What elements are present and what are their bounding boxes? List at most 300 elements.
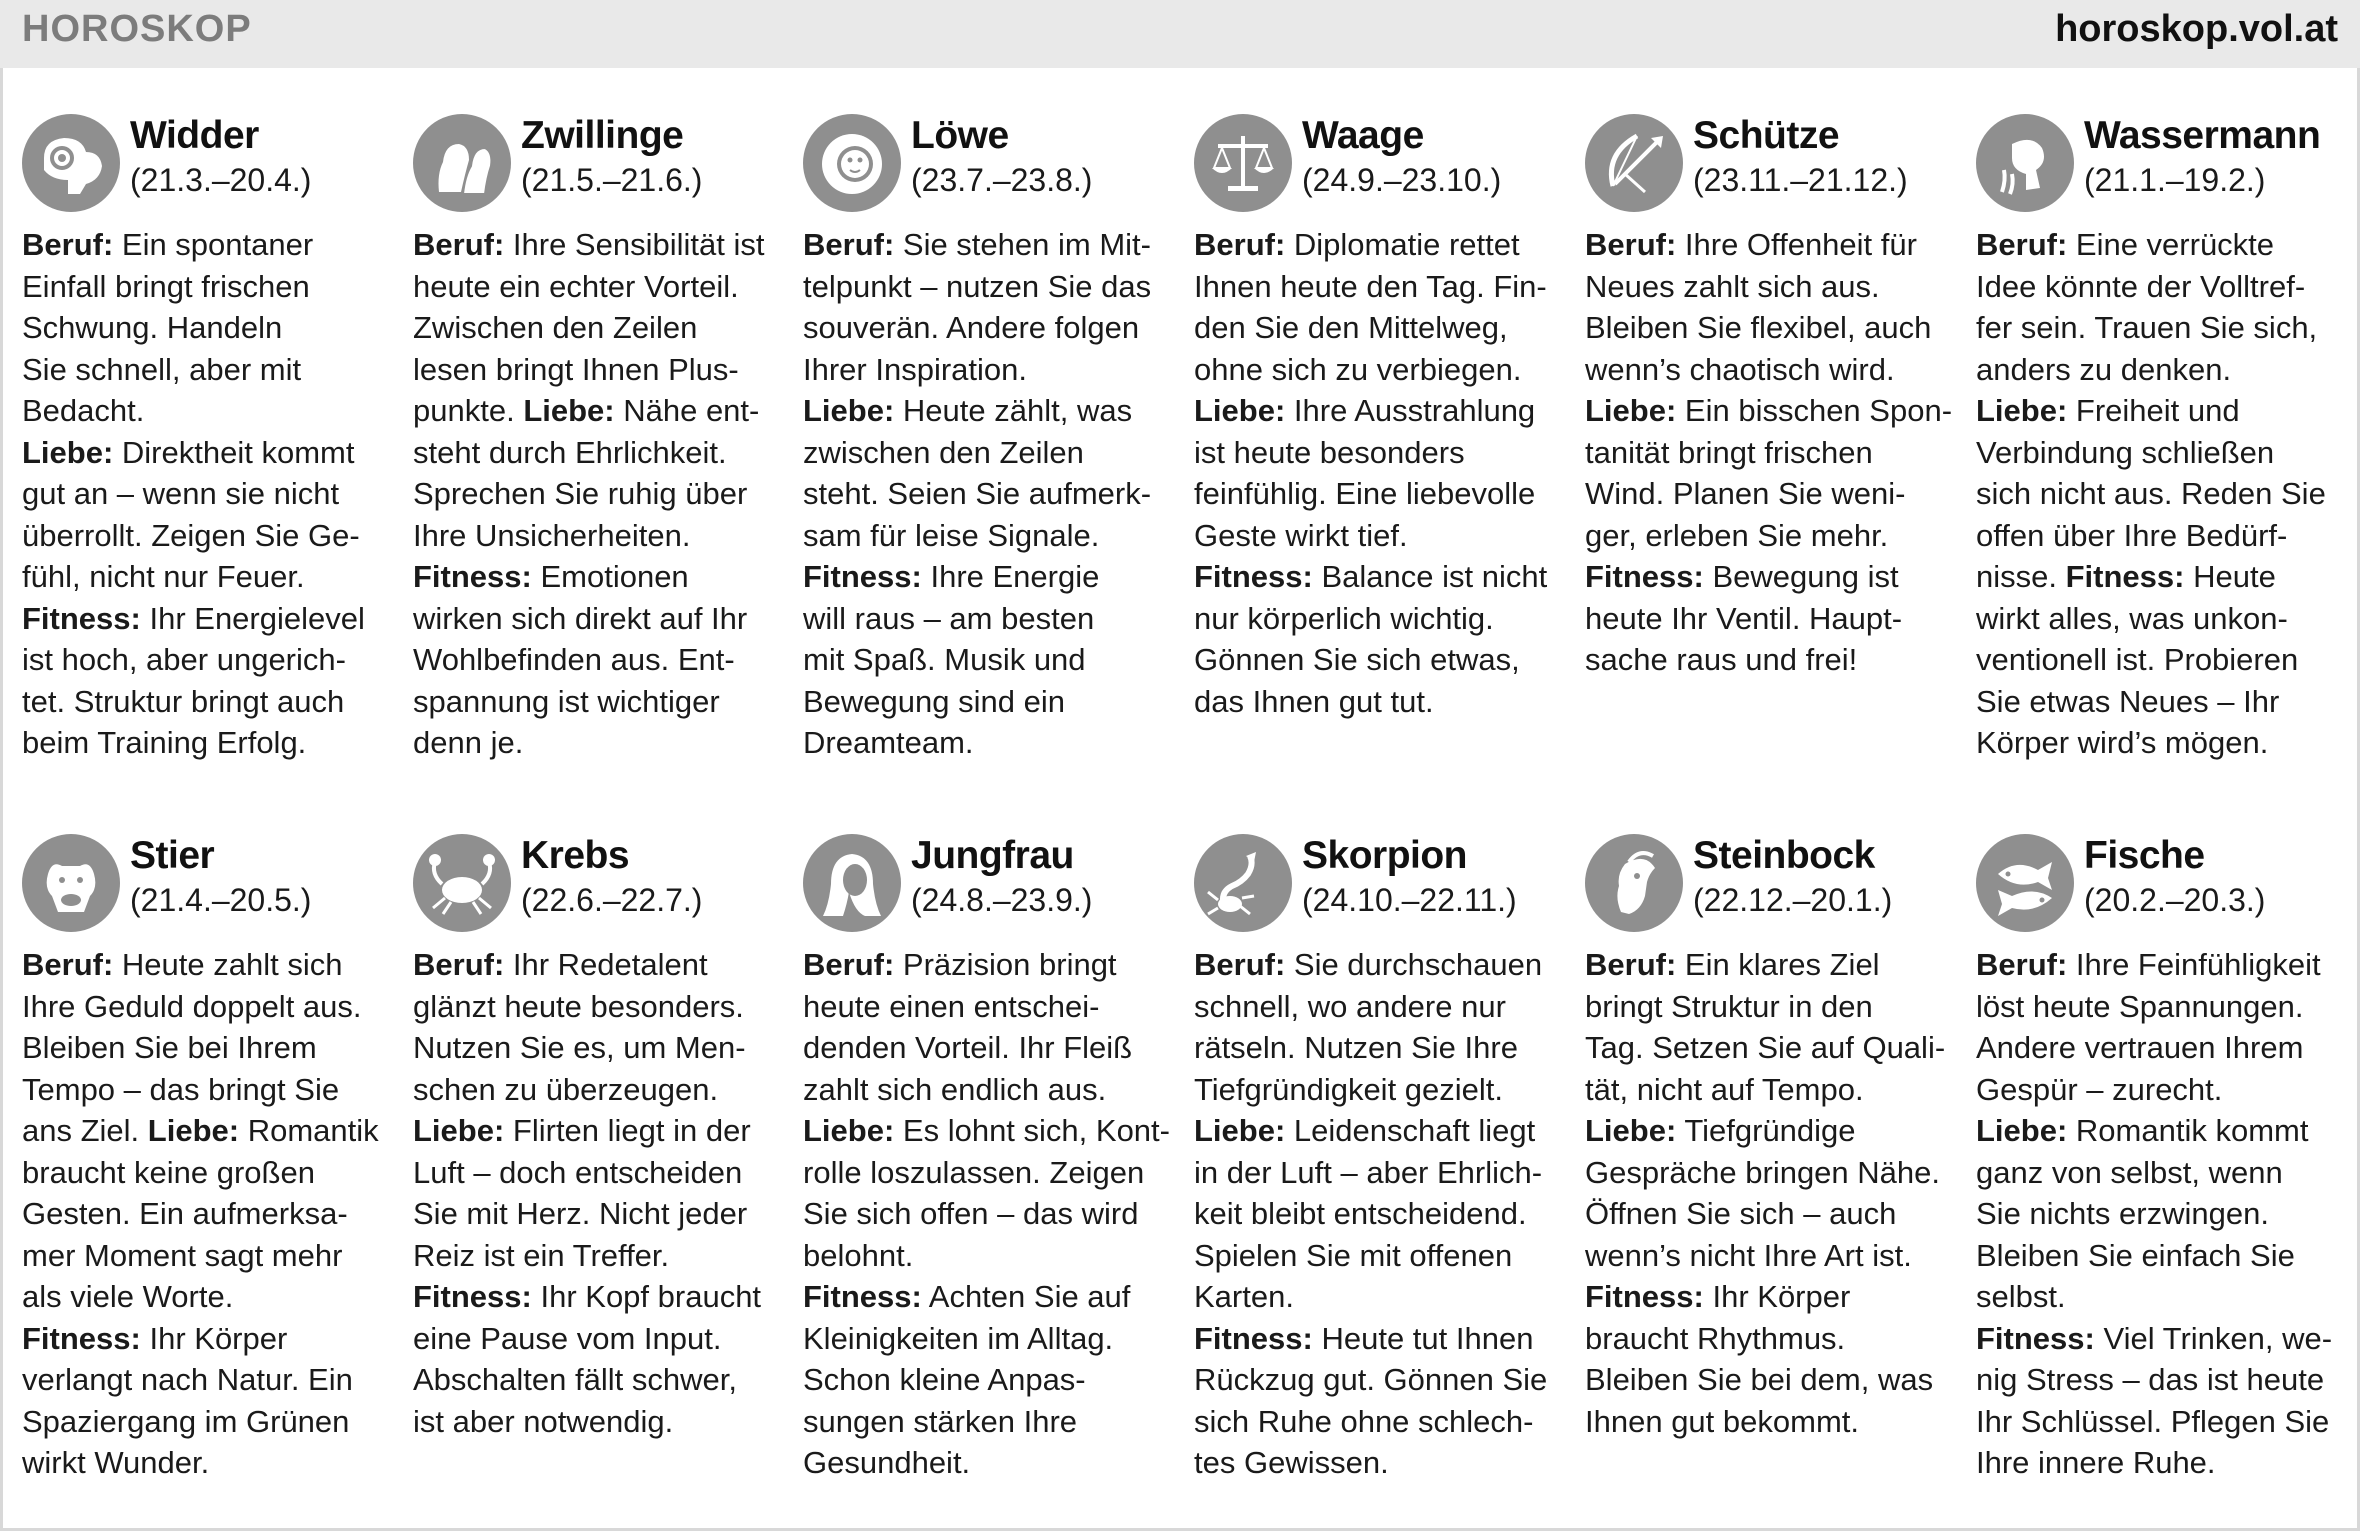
- text-line: [1976, 515, 2348, 557]
- text-line: [803, 1276, 1175, 1318]
- site-url[interactable]: horoskop.vol.at: [2055, 8, 2338, 50]
- text-segment: Einfall bringt frischen: [22, 268, 310, 304]
- text-line: [1194, 1401, 1566, 1443]
- text-line: [413, 266, 785, 308]
- text-segment: telpunkt – nutzen Sie das: [803, 268, 1152, 304]
- text-segment: Eine verrückte: [2067, 227, 2275, 262]
- category-label: Beruf:: [22, 947, 114, 982]
- text-segment: Idee könnte der Volltref-: [1976, 268, 2306, 304]
- text-line: [1194, 224, 1566, 266]
- text-segment: denden Vorteil. Ihr Fleiß: [803, 1030, 1133, 1065]
- text-line: [1976, 1442, 2348, 1484]
- category-label: Beruf:: [413, 947, 505, 982]
- text-segment: Karten.: [1194, 1279, 1294, 1314]
- horoscope-card-stier: [22, 830, 394, 1484]
- text-segment: nur körperlich wichtig.: [1194, 600, 1494, 636]
- text-line: [1194, 1027, 1566, 1069]
- text-line: [1194, 1193, 1566, 1235]
- text-segment: Zwischen den Zeilen: [413, 310, 698, 345]
- text-line: [1976, 1027, 2348, 1069]
- text-line: [22, 390, 394, 432]
- text-segment: tet. Struktur bringt auch: [22, 683, 345, 719]
- text-line: [1976, 944, 2348, 986]
- sign-name: Fische: [2084, 834, 2205, 877]
- text-line: [1194, 349, 1566, 391]
- text-segment: braucht keine großen: [22, 1154, 315, 1190]
- text-line: [1976, 390, 2348, 432]
- text-line: [803, 266, 1175, 308]
- sign-header: [1976, 830, 2348, 934]
- text-segment: Leidenschaft liegt: [1285, 1113, 1536, 1148]
- horoscope-text: [1194, 224, 1566, 722]
- text-line: [1976, 1276, 2348, 1318]
- twins-icon: [413, 114, 511, 212]
- text-line: [1976, 986, 2348, 1028]
- text-line: [413, 224, 785, 266]
- text-line: [1585, 307, 1957, 349]
- text-segment: Ein klares Ziel: [1676, 947, 1880, 982]
- text-line: [1976, 432, 2348, 474]
- sign-name: Skorpion: [1302, 834, 1468, 877]
- text-line: [1194, 681, 1566, 723]
- text-segment: Ihre Ausstrahlung: [1285, 393, 1536, 428]
- horoscope-text: [803, 944, 1175, 1484]
- text-line: [803, 515, 1175, 557]
- text-segment: tes Gewissen.: [1194, 1445, 1389, 1480]
- text-line: [1585, 598, 1957, 640]
- sign-name: Stier: [130, 834, 215, 877]
- text-segment: mer Moment sagt mehr: [22, 1237, 343, 1273]
- text-line: [413, 1401, 785, 1443]
- text-segment: bringt Struktur in den: [1585, 988, 1873, 1024]
- text-line: [1585, 1069, 1957, 1111]
- sign-header: [22, 110, 394, 214]
- category-label: Beruf:: [413, 227, 505, 262]
- text-line: [413, 944, 785, 986]
- text-line: [22, 1318, 394, 1360]
- text-line: [413, 390, 785, 432]
- text-segment: Abschalten fällt schwer,: [413, 1362, 737, 1397]
- text-line: [1194, 1359, 1566, 1401]
- text-segment: Tag. Setzen Sie auf Quali-: [1585, 1030, 1946, 1065]
- horoscope-card-krebs: [413, 830, 785, 1442]
- horoscope-card-schütze: [1585, 110, 1957, 681]
- text-segment: Luft – doch entscheiden: [413, 1154, 743, 1190]
- horoscope-card-wassermann: [1976, 110, 2348, 764]
- text-line: [413, 639, 785, 681]
- text-line: [803, 349, 1175, 391]
- text-line: [22, 1193, 394, 1235]
- sign-header: [1585, 830, 1957, 934]
- text-segment: souverän. Andere folgen: [803, 310, 1140, 345]
- text-segment: Reiz ist ein Treffer.: [413, 1237, 670, 1273]
- text-segment: heute ein echter Vorteil.: [413, 268, 739, 304]
- sign-date-range: (24.8.–23.9.): [911, 882, 1093, 918]
- text-segment: heute Ihr Ventil. Haupt-: [1585, 600, 1903, 636]
- text-segment: ans Ziel.: [22, 1113, 148, 1148]
- category-label: Liebe:: [1585, 1113, 1677, 1148]
- category-label: Liebe:: [523, 393, 615, 428]
- text-line: [413, 556, 785, 598]
- text-segment: Gönnen Sie sich etwas,: [1194, 642, 1520, 677]
- text-line: [1585, 986, 1957, 1028]
- category-label: Beruf:: [22, 227, 114, 262]
- ram-icon: [22, 114, 120, 212]
- text-line: [803, 307, 1175, 349]
- text-segment: Dreamteam.: [803, 725, 974, 760]
- horoscope-card-zwillinge: [413, 110, 785, 764]
- text-line: [1585, 944, 1957, 986]
- text-segment: beim Training Erfolg.: [22, 725, 307, 760]
- text-segment: rolle loszulassen. Zeigen: [803, 1154, 1145, 1190]
- category-label: Beruf:: [1194, 947, 1286, 982]
- text-segment: Tempo – das bringt Sie: [22, 1071, 340, 1107]
- text-line: [413, 1359, 785, 1401]
- text-segment: das Ihnen gut tut.: [1194, 683, 1434, 719]
- text-segment: Sprechen Sie ruhig über: [413, 476, 748, 511]
- category-label: Beruf:: [803, 227, 895, 262]
- text-line: [22, 1152, 394, 1194]
- text-line: [22, 1359, 394, 1401]
- text-segment: Heute zahlt sich: [113, 947, 343, 982]
- text-line: [413, 1152, 785, 1194]
- text-line: [803, 722, 1175, 764]
- text-line: [413, 598, 785, 640]
- text-line: [22, 722, 394, 764]
- category-label: Liebe:: [147, 1113, 240, 1148]
- text-line: [1194, 1235, 1566, 1277]
- scorpion-icon: [1194, 834, 1292, 932]
- category-label: Liebe:: [803, 393, 895, 428]
- sign-header: [1976, 110, 2348, 214]
- text-segment: als viele Worte.: [22, 1279, 234, 1314]
- text-line: [1194, 432, 1566, 474]
- text-segment: nig Stress – das ist heute: [1976, 1362, 2325, 1397]
- text-line: [22, 1401, 394, 1443]
- sign-name: Jungfrau: [911, 834, 1074, 877]
- text-segment: Gesundheit.: [803, 1445, 971, 1480]
- horoscope-card-skorpion: [1194, 830, 1566, 1484]
- category-label: Fitness:: [803, 559, 922, 594]
- text-line: [1194, 1152, 1566, 1194]
- text-line: [413, 681, 785, 723]
- text-segment: Gespür – zurecht.: [1976, 1071, 2223, 1107]
- category-label: Liebe:: [1194, 1113, 1286, 1148]
- text-line: [22, 224, 394, 266]
- text-line: [1194, 1276, 1566, 1318]
- text-line: [1585, 473, 1957, 515]
- text-segment: Es lohnt sich, Kont-: [894, 1113, 1170, 1148]
- horoscope-card-löwe: [803, 110, 1175, 764]
- text-line: [803, 1193, 1175, 1235]
- text-line: [803, 1359, 1175, 1401]
- sign-date-range: (21.4.–20.5.): [130, 882, 312, 918]
- text-line: [1585, 432, 1957, 474]
- text-segment: Ihre Feinfühligkeit: [2067, 947, 2321, 982]
- category-label: Beruf:: [1585, 227, 1677, 262]
- sign-date-range: (21.3.–20.4.): [130, 162, 312, 198]
- crab-icon: [413, 834, 511, 932]
- text-segment: Sie mit Herz. Nicht jeder: [413, 1196, 748, 1231]
- text-segment: wenn’s chaotisch wird.: [1585, 351, 1895, 387]
- text-segment: Ihnen heute den Tag. Fin-: [1194, 268, 1547, 304]
- text-line: [413, 349, 785, 391]
- sign-header: [413, 830, 785, 934]
- text-line: [413, 1235, 785, 1277]
- text-line: [22, 1442, 394, 1484]
- text-segment: Ihre Energie: [921, 559, 1100, 594]
- text-line: [1976, 556, 2348, 598]
- text-line: [1585, 639, 1957, 681]
- text-segment: selbst.: [1976, 1279, 2066, 1314]
- text-line: [1194, 473, 1566, 515]
- text-segment: nisse.: [1976, 559, 2066, 594]
- text-line: [1585, 1235, 1957, 1277]
- text-segment: anders zu denken.: [1976, 351, 2232, 387]
- sign-header: [1585, 110, 1957, 214]
- sign-date-range: (21.1.–19.2.): [2084, 162, 2266, 198]
- text-segment: in der Luft – aber Ehrlich-: [1194, 1154, 1543, 1190]
- text-segment: Ihr Kopf braucht: [531, 1279, 762, 1314]
- text-line: [1585, 1152, 1957, 1194]
- text-line: [22, 432, 394, 474]
- text-segment: Ihre Unsicherheiten.: [413, 517, 691, 553]
- horoscope-text: [1976, 944, 2348, 1484]
- sign-name: Wassermann: [2084, 114, 2321, 157]
- text-segment: wirken sich direkt auf Ihr: [413, 600, 748, 636]
- text-segment: ist aber notwendig.: [413, 1403, 674, 1439]
- category-label: Fitness:: [1585, 1279, 1704, 1314]
- category-label: Fitness:: [1585, 559, 1704, 594]
- text-line: [413, 432, 785, 474]
- text-segment: feinfühlig. Eine liebevolle: [1194, 476, 1536, 511]
- text-segment: zwischen den Zeilen: [803, 434, 1084, 470]
- text-segment: Wind. Planen Sie weni-: [1585, 476, 1906, 511]
- text-line: [803, 681, 1175, 723]
- category-label: Liebe:: [1976, 393, 2068, 428]
- text-segment: sache raus und frei!: [1585, 642, 1858, 677]
- text-segment: wirkt alles, was unkon-: [1976, 600, 2288, 636]
- text-segment: Ihre Offenheit für: [1676, 227, 1917, 262]
- category-label: Fitness:: [413, 1279, 532, 1314]
- text-segment: Ihre Sensibilität ist: [504, 227, 765, 262]
- text-line: [22, 349, 394, 391]
- text-segment: Bleiben Sie flexibel, auch: [1585, 310, 1932, 345]
- text-line: [803, 1235, 1175, 1277]
- text-line: [1976, 1318, 2348, 1360]
- text-line: [1194, 307, 1566, 349]
- text-line: [1585, 1359, 1957, 1401]
- page-title: HOROSKOP: [22, 8, 252, 50]
- sign-header: [1194, 110, 1566, 214]
- text-segment: Ihre Geduld doppelt aus.: [22, 988, 362, 1024]
- text-segment: ohne sich zu verbiegen.: [1194, 351, 1522, 387]
- text-line: [413, 515, 785, 557]
- horoscope-text: [803, 224, 1175, 764]
- text-line: [413, 986, 785, 1028]
- text-segment: Flirten liegt in der: [504, 1113, 751, 1148]
- text-line: [1194, 598, 1566, 640]
- text-segment: sich nicht aus. Reden Sie: [1976, 476, 2326, 511]
- text-line: [1585, 556, 1957, 598]
- category-label: Fitness:: [1194, 1320, 1313, 1356]
- category-label: Liebe:: [1585, 393, 1677, 428]
- text-line: [803, 1027, 1175, 1069]
- text-segment: denn je.: [413, 725, 524, 760]
- text-segment: steht. Seien Sie aufmerk-: [803, 476, 1152, 511]
- text-line: [1585, 515, 1957, 557]
- text-segment: Ihnen gut bekommt.: [1585, 1403, 1859, 1439]
- text-segment: Verbindung schließen: [1976, 434, 2275, 470]
- lion-icon: [803, 114, 901, 212]
- text-segment: Heute: [2184, 559, 2276, 594]
- text-segment: löst heute Spannungen.: [1976, 988, 2304, 1024]
- text-line: [22, 1110, 394, 1152]
- text-line: [1194, 1442, 1566, 1484]
- text-segment: Ihr Redetalent: [504, 947, 708, 982]
- text-line: [1976, 224, 2348, 266]
- text-segment: punkte.: [413, 393, 524, 428]
- text-segment: glänzt heute besonders.: [413, 988, 744, 1024]
- text-line: [22, 986, 394, 1028]
- text-line: [1976, 349, 2348, 391]
- text-line: [803, 598, 1175, 640]
- text-segment: tanität bringt frischen: [1585, 434, 1873, 470]
- text-segment: Schon kleine Anpas-: [803, 1362, 1086, 1397]
- archer-icon: [1585, 114, 1683, 212]
- text-segment: Bedacht.: [22, 393, 145, 428]
- text-line: [22, 944, 394, 986]
- sign-header: [803, 110, 1175, 214]
- sign-header: [803, 830, 1175, 934]
- text-line: [803, 1318, 1175, 1360]
- text-line: [1585, 1110, 1957, 1152]
- sign-date-range: (20.2.–20.3.): [2084, 882, 2266, 918]
- text-line: [413, 473, 785, 515]
- text-segment: lesen bringt Ihnen Plus-: [413, 351, 739, 387]
- text-line: [1976, 1193, 2348, 1235]
- text-segment: Präzision bringt: [894, 947, 1117, 982]
- text-segment: den Sie den Mittelweg,: [1194, 310, 1508, 345]
- sign-header: [22, 830, 394, 934]
- text-line: [803, 944, 1175, 986]
- text-line: [22, 639, 394, 681]
- text-segment: will raus – am besten: [803, 600, 1095, 636]
- category-label: Fitness:: [1194, 559, 1313, 594]
- category-label: Fitness:: [413, 559, 532, 594]
- horoscope-text: [22, 944, 394, 1484]
- text-line: [1585, 349, 1957, 391]
- text-segment: rätseln. Nutzen Sie Ihre: [1194, 1030, 1518, 1065]
- fish-icon: [1976, 834, 2074, 932]
- text-line: [1194, 639, 1566, 681]
- text-line: [22, 598, 394, 640]
- text-segment: Schwung. Handeln: [22, 310, 283, 345]
- horoscope-card-widder: [22, 110, 394, 764]
- category-label: Fitness:: [2065, 559, 2185, 594]
- text-segment: Andere vertrauen Ihrem: [1976, 1030, 2304, 1065]
- text-segment: Rückzug gut. Gönnen Sie: [1194, 1362, 1548, 1397]
- text-line: [1976, 681, 2348, 723]
- category-label: Fitness:: [22, 1320, 141, 1356]
- text-segment: Körper wird’s mögen.: [1976, 725, 2269, 760]
- category-label: Beruf:: [1585, 947, 1677, 982]
- text-line: [803, 224, 1175, 266]
- text-segment: Viel Trinken, we-: [2094, 1320, 2333, 1356]
- text-line: [1976, 473, 2348, 515]
- text-line: [413, 1193, 785, 1235]
- water-bearer-icon: [1976, 114, 2074, 212]
- text-segment: fühl, nicht nur Feuer.: [22, 559, 305, 594]
- text-segment: Diplomatie rettet: [1285, 227, 1520, 262]
- text-line: [803, 556, 1175, 598]
- text-segment: sich Ruhe ohne schlech-: [1194, 1403, 1534, 1439]
- text-segment: Bleiben Sie bei dem, was: [1585, 1362, 1934, 1397]
- text-segment: Gespräche bringen Nähe.: [1585, 1154, 1941, 1190]
- frame-border-left: [0, 68, 3, 1531]
- text-line: [1194, 515, 1566, 557]
- text-segment: braucht Rhythmus.: [1585, 1320, 1846, 1356]
- text-segment: Neues zahlt sich aus.: [1585, 268, 1880, 304]
- text-segment: ist heute besonders: [1194, 434, 1465, 470]
- sign-date-range: (23.11.–21.12.): [1693, 162, 1908, 198]
- scales-icon: [1194, 114, 1292, 212]
- text-line: [22, 307, 394, 349]
- text-line: [803, 432, 1175, 474]
- text-segment: Kleinigkeiten im Alltag.: [803, 1320, 1114, 1356]
- text-line: [1585, 390, 1957, 432]
- text-line: [1976, 639, 2348, 681]
- text-segment: ger, erleben Sie mehr.: [1585, 517, 1889, 553]
- text-segment: mit Spaß. Musik und: [803, 642, 1086, 677]
- text-segment: Spielen Sie mit offenen: [1194, 1237, 1513, 1273]
- text-segment: Ihrer Inspiration.: [803, 351, 1027, 387]
- category-label: Liebe:: [413, 1113, 505, 1148]
- text-line: [1976, 1235, 2348, 1277]
- text-segment: Ein spontaner: [113, 227, 314, 262]
- category-label: Liebe:: [803, 1113, 895, 1148]
- sign-date-range: (22.12.–20.1.): [1693, 882, 1893, 918]
- text-line: [22, 556, 394, 598]
- text-line: [1194, 390, 1566, 432]
- text-segment: Ihre innere Ruhe.: [1976, 1445, 2216, 1480]
- category-label: Liebe:: [1976, 1113, 2068, 1148]
- text-segment: Bleiben Sie einfach Sie: [1976, 1237, 2295, 1273]
- sign-name: Schütze: [1693, 114, 1840, 157]
- text-segment: zahlt sich endlich aus.: [803, 1071, 1107, 1107]
- category-label: Beruf:: [1976, 947, 2068, 982]
- horoscope-text: [413, 944, 785, 1442]
- virgin-icon: [803, 834, 901, 932]
- sign-date-range: (23.7.–23.8.): [911, 162, 1093, 198]
- text-segment: Sie sich offen – das wird: [803, 1196, 1139, 1231]
- text-segment: überrollt. Zeigen Sie Ge-: [22, 517, 360, 553]
- horoscope-card-waage: [1194, 110, 1566, 722]
- text-line: [1976, 307, 2348, 349]
- text-segment: Ihr Körper: [1703, 1279, 1851, 1314]
- horoscope-card-steinbock: [1585, 830, 1957, 1442]
- sign-name: Löwe: [911, 114, 1009, 157]
- horoscope-text: [1585, 224, 1957, 681]
- category-label: Liebe:: [1194, 393, 1286, 428]
- text-segment: fer sein. Trauen Sie sich,: [1976, 310, 2318, 345]
- text-line: [1976, 1152, 2348, 1194]
- text-line: [1585, 1276, 1957, 1318]
- text-segment: sungen stärken Ihre: [803, 1403, 1078, 1439]
- text-segment: Sie schnell, aber mit: [22, 351, 302, 387]
- text-line: [1976, 1069, 2348, 1111]
- text-segment: Heute tut Ihnen: [1312, 1320, 1534, 1356]
